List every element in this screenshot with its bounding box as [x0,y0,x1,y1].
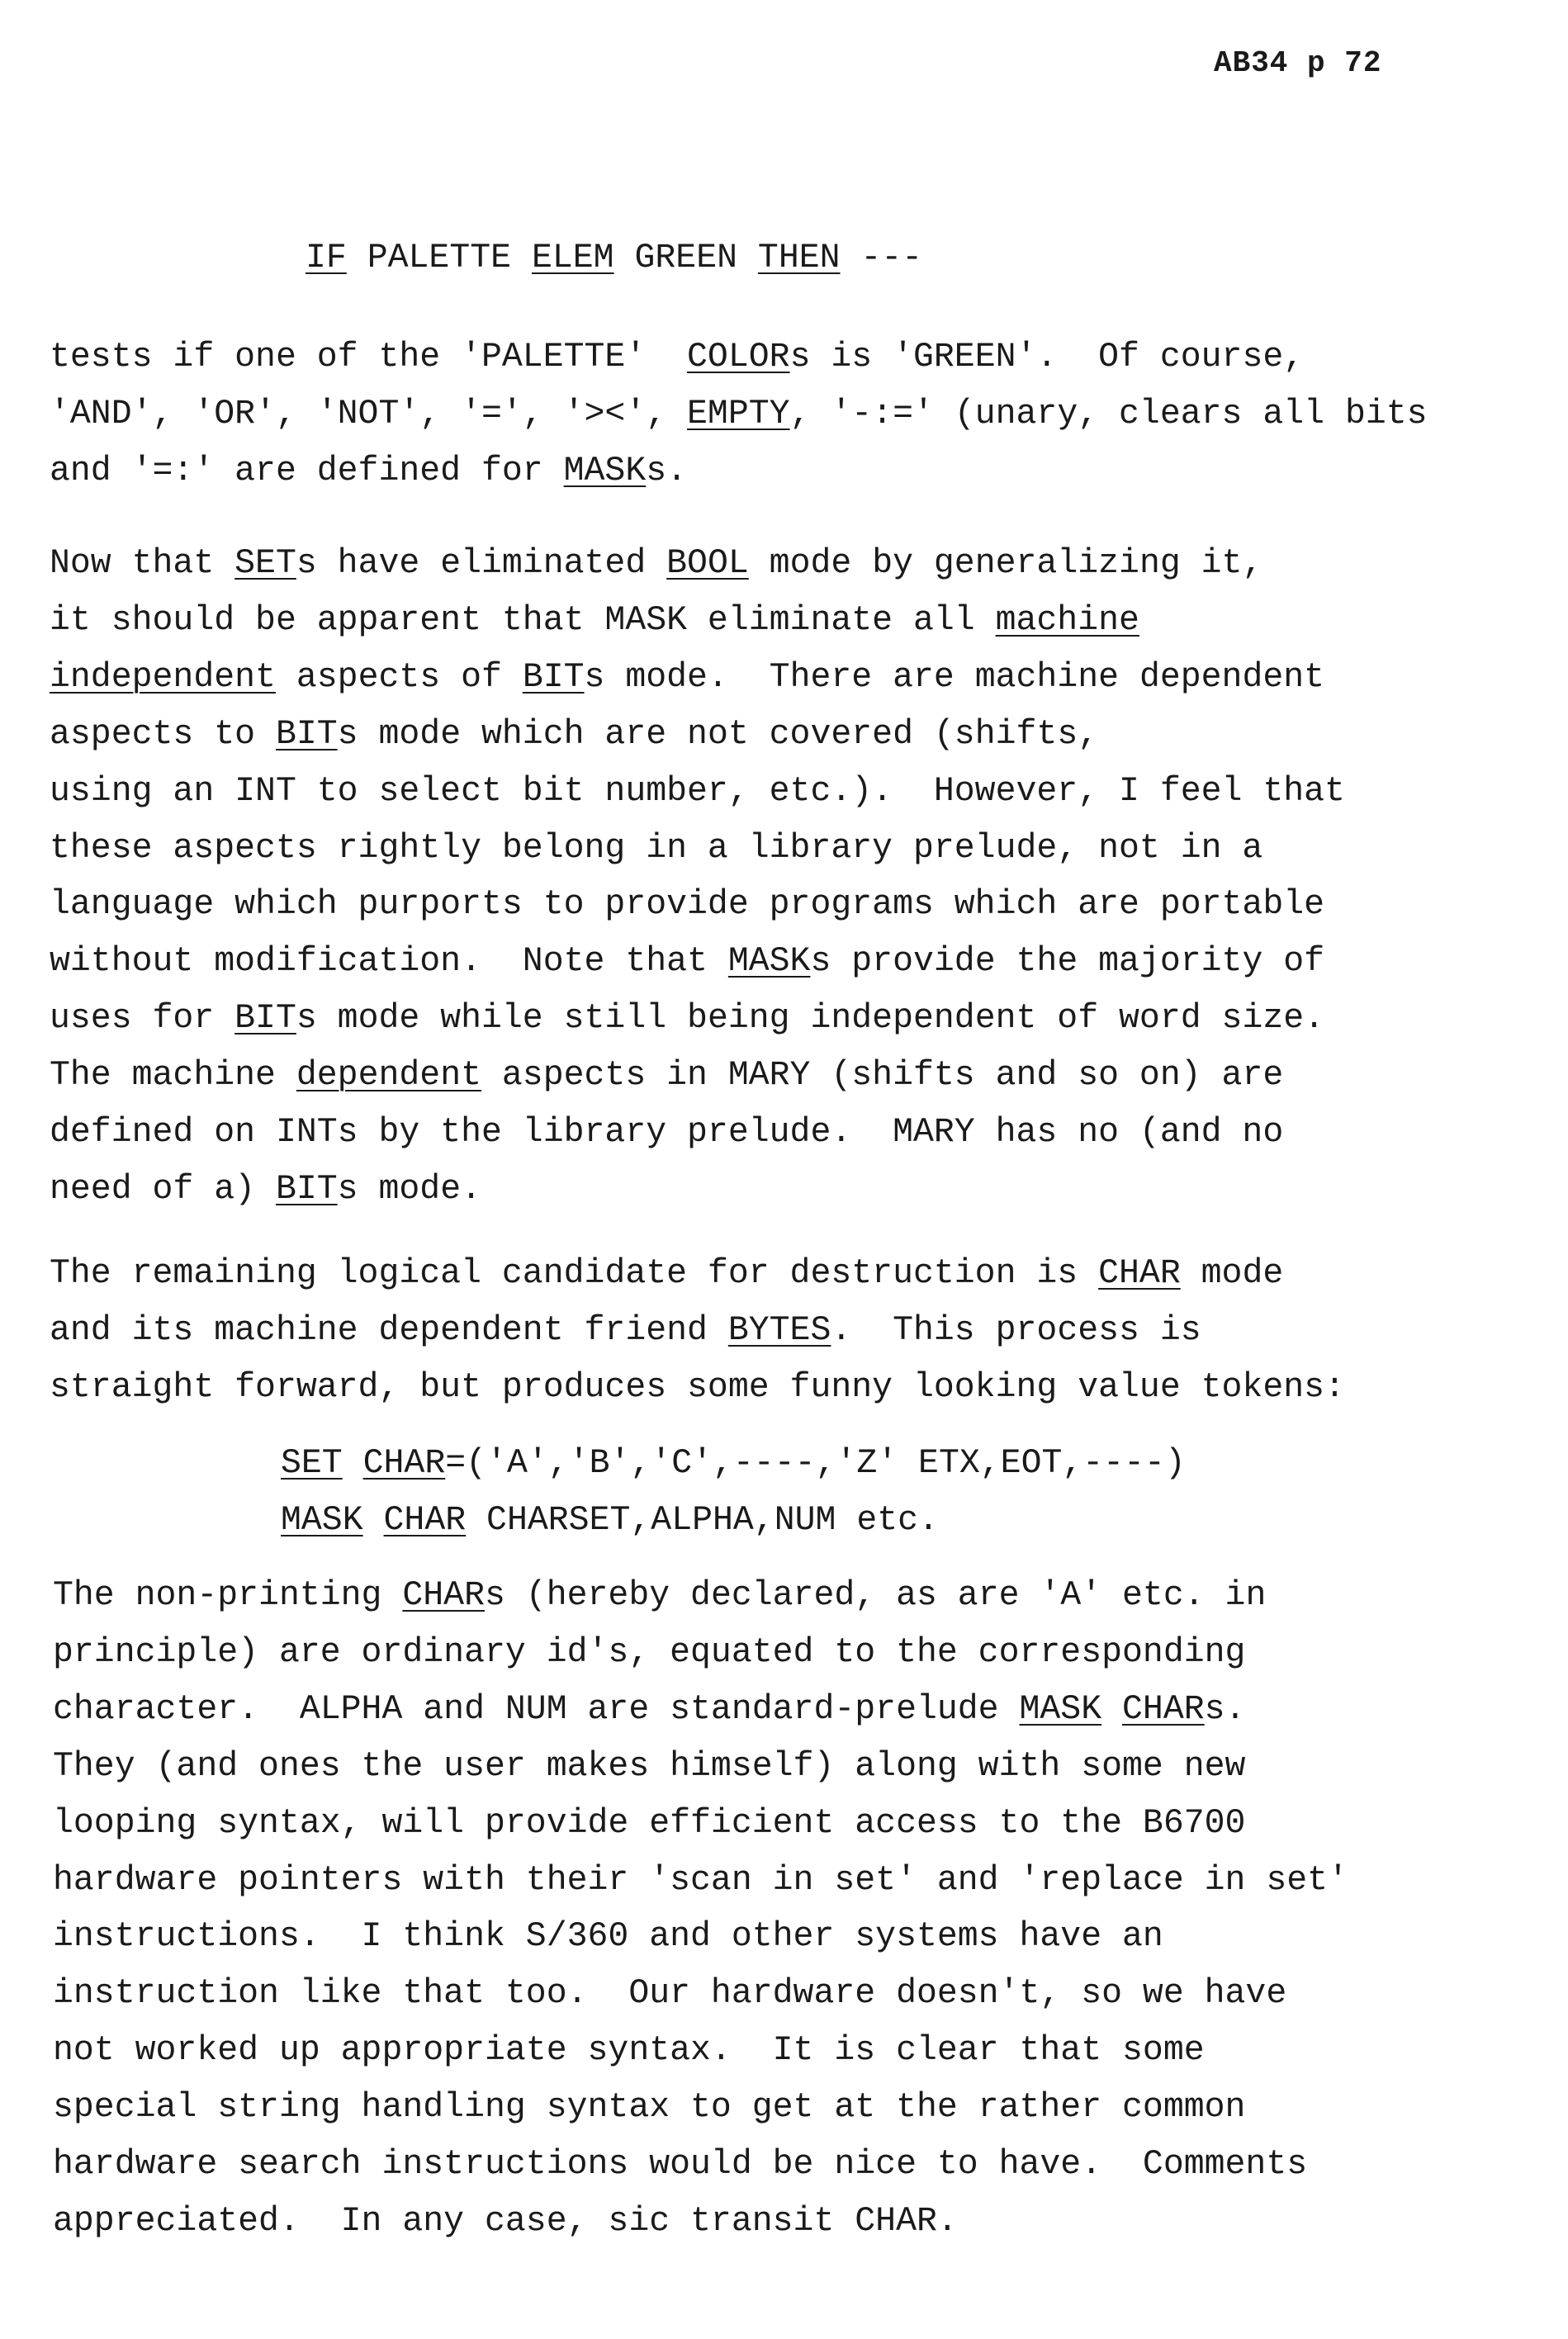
text-run: The non-printing [53,1576,403,1615]
underlined-term: CHAR [1122,1689,1205,1729]
underlined-term: SET [281,1444,343,1483]
text-run: s (hereby declared, as are 'A' etc. in [485,1576,1267,1615]
text-run: and '=:' are defined for [50,451,564,490]
text-run: s mode which are not covered (shifts, [337,714,1099,754]
paragraph-line [53,1746,1246,1786]
text-run: special string handling syntax to get at the rather common [53,2088,1246,2128]
text-run: Now that [50,544,235,583]
text-run: defined on INTs by the library prelude. MARY has no (and no [50,1113,1284,1152]
underlined-term: independent [50,657,276,697]
paragraph-line [53,2201,958,2241]
paragraph-line [50,394,1428,433]
text-run: s mode. [337,1169,482,1209]
text-run: mode by generalizing it, [748,544,1263,583]
page-header: AB34 p 72 [1214,46,1382,80]
paragraph-line [50,885,1325,925]
text-run: principle) are ordinary id's, equated to the corresponding [53,1632,1246,1672]
text-run: 'AND', 'OR', 'NOT', '=', '><', [50,394,688,433]
paragraph-line [50,1169,482,1209]
underlined-term: CHAR [383,1500,467,1540]
text-run: aspects of [275,657,523,697]
underlined-term: EMPTY [687,394,790,433]
underlined-term: BIT [275,1169,338,1209]
text-run: The machine [50,1056,296,1096]
code-line [281,1446,1186,1481]
text-run: it should be apparent that MASK eliminate all [50,600,996,640]
paragraph-line [50,340,1304,375]
paragraph-line [50,771,1345,811]
underlined-term: CHAR [402,1576,485,1615]
paragraph-line [53,2147,1307,2182]
paragraph-line [53,1974,1287,2014]
text-run [343,1444,363,1483]
underlined-term: dependent [296,1056,481,1096]
underlined-term: MASK [727,942,811,982]
underlined-term: BYTES [727,1310,831,1350]
text-run: using an INT to select bit number, etc.). However, I feel that [50,771,1345,811]
underlined-term: SET [234,544,296,583]
paragraph-line [50,451,688,490]
paragraph-line [50,600,1139,640]
paragraph-line [53,2031,1205,2071]
text-run: and its machine dependent friend [50,1310,728,1350]
text-run: straight forward, but produces some funny looking value tokens: [50,1367,1345,1407]
text-run: s mode while still being independent of word size. [296,999,1325,1039]
underlined-term: MASK [563,451,647,490]
text-run: looping syntax, will provide efficient access to the B6700 [53,1803,1246,1843]
code-line [281,1500,939,1540]
text-run: language which purports to provide programs which are portable [50,885,1325,925]
paragraph-line [53,1689,1246,1729]
text-run: They (and ones the user makes himself) along with some new [53,1746,1246,1786]
underlined-term: MASK [281,1500,363,1540]
text-run: uses for [50,999,235,1039]
text-run: s. [646,451,688,490]
text-run: s. [1204,1689,1246,1729]
paragraph-line [53,1860,1348,1900]
text-run: mode [1180,1254,1284,1293]
text-run: PALETTE [346,239,532,277]
text-run: tests if one of the 'PALETTE' [50,338,688,376]
underlined-term: BIT [275,714,338,754]
underlined-term: CHAR [362,1444,446,1483]
text-run: appreciated. In any case, sic transit CHAR. [53,2201,958,2241]
text-run [1101,1690,1122,1729]
underlined-term: ELEM [531,239,614,277]
text-run: s is 'GREEN'. Of course, [789,338,1305,376]
underlined-term: BIT [234,999,296,1039]
text-run: these aspects rightly belong in a library prelude, not in a [50,828,1263,868]
paragraph-line [50,1310,1201,1350]
text-run: --- [840,239,923,277]
paragraph-line [50,1115,1283,1150]
underlined-term: THEN [757,239,841,277]
paragraph-line [50,544,1263,583]
underlined-term: MASK [1019,1689,1102,1729]
paragraph-line [50,1254,1284,1293]
text-run: instruction like that too. Our hardware doesn't, so we have [53,1974,1287,2014]
text-run: without modification. Note that [50,942,728,982]
paragraph-line [50,999,1325,1039]
text-run: hardware search instructions would be nice to have. Comments [53,2145,1308,2184]
paragraph-line [53,2088,1246,2128]
paragraph-line [50,657,1325,697]
text-run: =('A','B','C',----,'Z' ETX,EOT,----) [445,1444,1186,1483]
paragraph-line [53,1917,1163,1957]
paragraph-line [50,1056,1284,1096]
text-run: aspects to [50,714,276,754]
underlined-term: CHAR [1098,1254,1181,1293]
text-run: not worked up appropriate syntax. It is clear that some [53,2031,1205,2071]
text-run [363,1501,384,1540]
paragraph-line [53,1803,1246,1843]
underlined-term: COLOR [687,338,790,376]
paragraph-line [50,942,1325,982]
paragraph-line [53,1576,1267,1615]
paragraph-line [50,828,1263,868]
text-run: s provide the majority of [810,942,1325,982]
text-run: aspects in MARY (shifts and so on) are [481,1056,1284,1096]
text-run: The remaining logical candidate for destruction is [50,1254,1099,1293]
text-run: hardware pointers with their 'scan in set' and 'replace in set' [53,1860,1348,1900]
example-line [306,241,922,276]
text-run: s have eliminated [296,544,667,583]
text-run: character. ALPHA and NUM are standard-prelude [53,1689,1020,1729]
text-run: . This process is [831,1310,1201,1350]
text-run: GREEN [613,239,758,277]
underlined-term: machine [995,600,1139,640]
underlined-term: IF [306,239,347,277]
paragraph-line [53,1632,1246,1672]
text-run: , '-:=' (unary, clears all bits [789,394,1428,433]
paragraph-line [50,714,1099,754]
text-run: s mode. There are machine dependent [584,657,1325,697]
text-run: instructions. I think S/360 and other systems have an [53,1917,1163,1957]
text-run: need of a) [50,1169,276,1209]
underlined-term: BIT [522,657,585,697]
text-run: CHARSET,ALPHA,NUM etc. [466,1500,939,1540]
paragraph-line [50,1367,1345,1407]
underlined-term: BOOL [666,544,749,583]
